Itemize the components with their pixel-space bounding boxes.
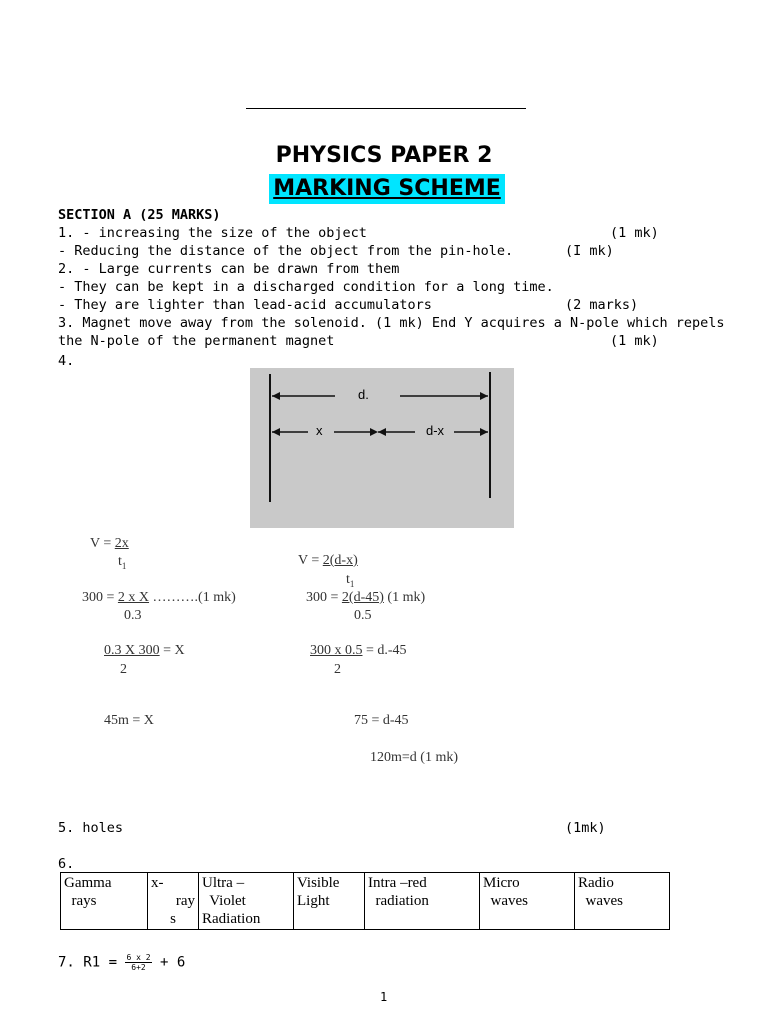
answer-line: 2. - Large currents can be drawn from them (58, 261, 400, 277)
answer-line: 5. holes (58, 820, 124, 836)
result-d-intermediate: 75 = d-45 (354, 713, 409, 728)
answer-mark: (2 marks) (565, 297, 639, 313)
answer-line: 4. (58, 353, 75, 369)
equation-v-right: V = 2(d-x) (298, 553, 358, 568)
answer-line: 3. Magnet move away from the solenoid. (1 mk) End Y acquires a N-pole which repels (58, 315, 725, 331)
diagram-lines (250, 368, 514, 528)
equation-v-left: V = 2x (90, 536, 129, 551)
answer-line: - They can be kept in a discharged condition for a long time. (58, 279, 554, 295)
equation-300-right: 300 = 2(d-45) (1 mk) (306, 590, 426, 605)
fraction: $\frac{6 x 2}{6+2}$ (126, 953, 151, 972)
question-label: 6. (58, 856, 75, 872)
table-cell: Ultra – Violet Radiation (199, 873, 294, 930)
equation-x-solve: 0.3 X 300 = X (104, 643, 185, 658)
page-title: PHYSICS PAPER 2 (275, 143, 493, 168)
answer-mark: (I mk) (565, 243, 614, 259)
answer-line: - They are lighter than lead-acid accumulators (58, 297, 432, 313)
label-d: d. (358, 387, 369, 402)
page-subtitle: MARKING SCHEME (273, 176, 501, 201)
table-row (61, 873, 670, 930)
answer-mark: (1 mk) (610, 225, 659, 241)
distance-diagram (250, 368, 514, 528)
table-cell: Micro waves (480, 873, 575, 930)
answer-mark: (1mk) (565, 820, 606, 836)
table-cell: Visible Light (294, 873, 365, 930)
equation-300-left: 300 = 2 x X ……….(1 mk) (82, 590, 236, 605)
equation-d-solve: 300 x 0.5 = d.-45 (310, 643, 407, 658)
table-cell: Intra –red radiation (365, 873, 480, 930)
answer-line: 1. - increasing the size of the object (58, 225, 367, 241)
equation-d-solve-denominator: 2 (334, 662, 341, 677)
section-heading: SECTION A (25 MARKS) (58, 207, 221, 223)
label-d-minus-x: d-x (426, 423, 445, 438)
answer-mark: (1 mk) (610, 333, 659, 349)
equation-r1: 7. R1 = $\frac{6 x 2}{6+2}$ + 6 (58, 953, 186, 972)
answer-line: - Reducing the distance of the object from the pin-hole. (58, 243, 514, 259)
table-cell: Radio waves (575, 873, 670, 930)
electromagnetic-spectrum-table (60, 872, 670, 930)
page-number: 1 (380, 990, 388, 1004)
table-cell: x- ray s (148, 873, 199, 930)
table-cell: Gamma rays (61, 873, 148, 930)
equation-x-solve-denominator: 2 (120, 662, 127, 677)
equation-v-right-denominator: $t_1$ (346, 572, 355, 589)
result-x: 45m = X (104, 713, 154, 728)
result-d: 120m=d (1 mk) (370, 750, 458, 765)
answer-line: the N-pole of the permanent magnet (58, 333, 335, 349)
equation-300-right-denominator: 0.5 (354, 608, 372, 623)
equation-v-left-denominator: $t_1$ (118, 554, 127, 571)
header-rule (246, 108, 526, 109)
label-x: x (316, 423, 323, 438)
equation-300-left-denominator: 0.3 (124, 608, 142, 623)
